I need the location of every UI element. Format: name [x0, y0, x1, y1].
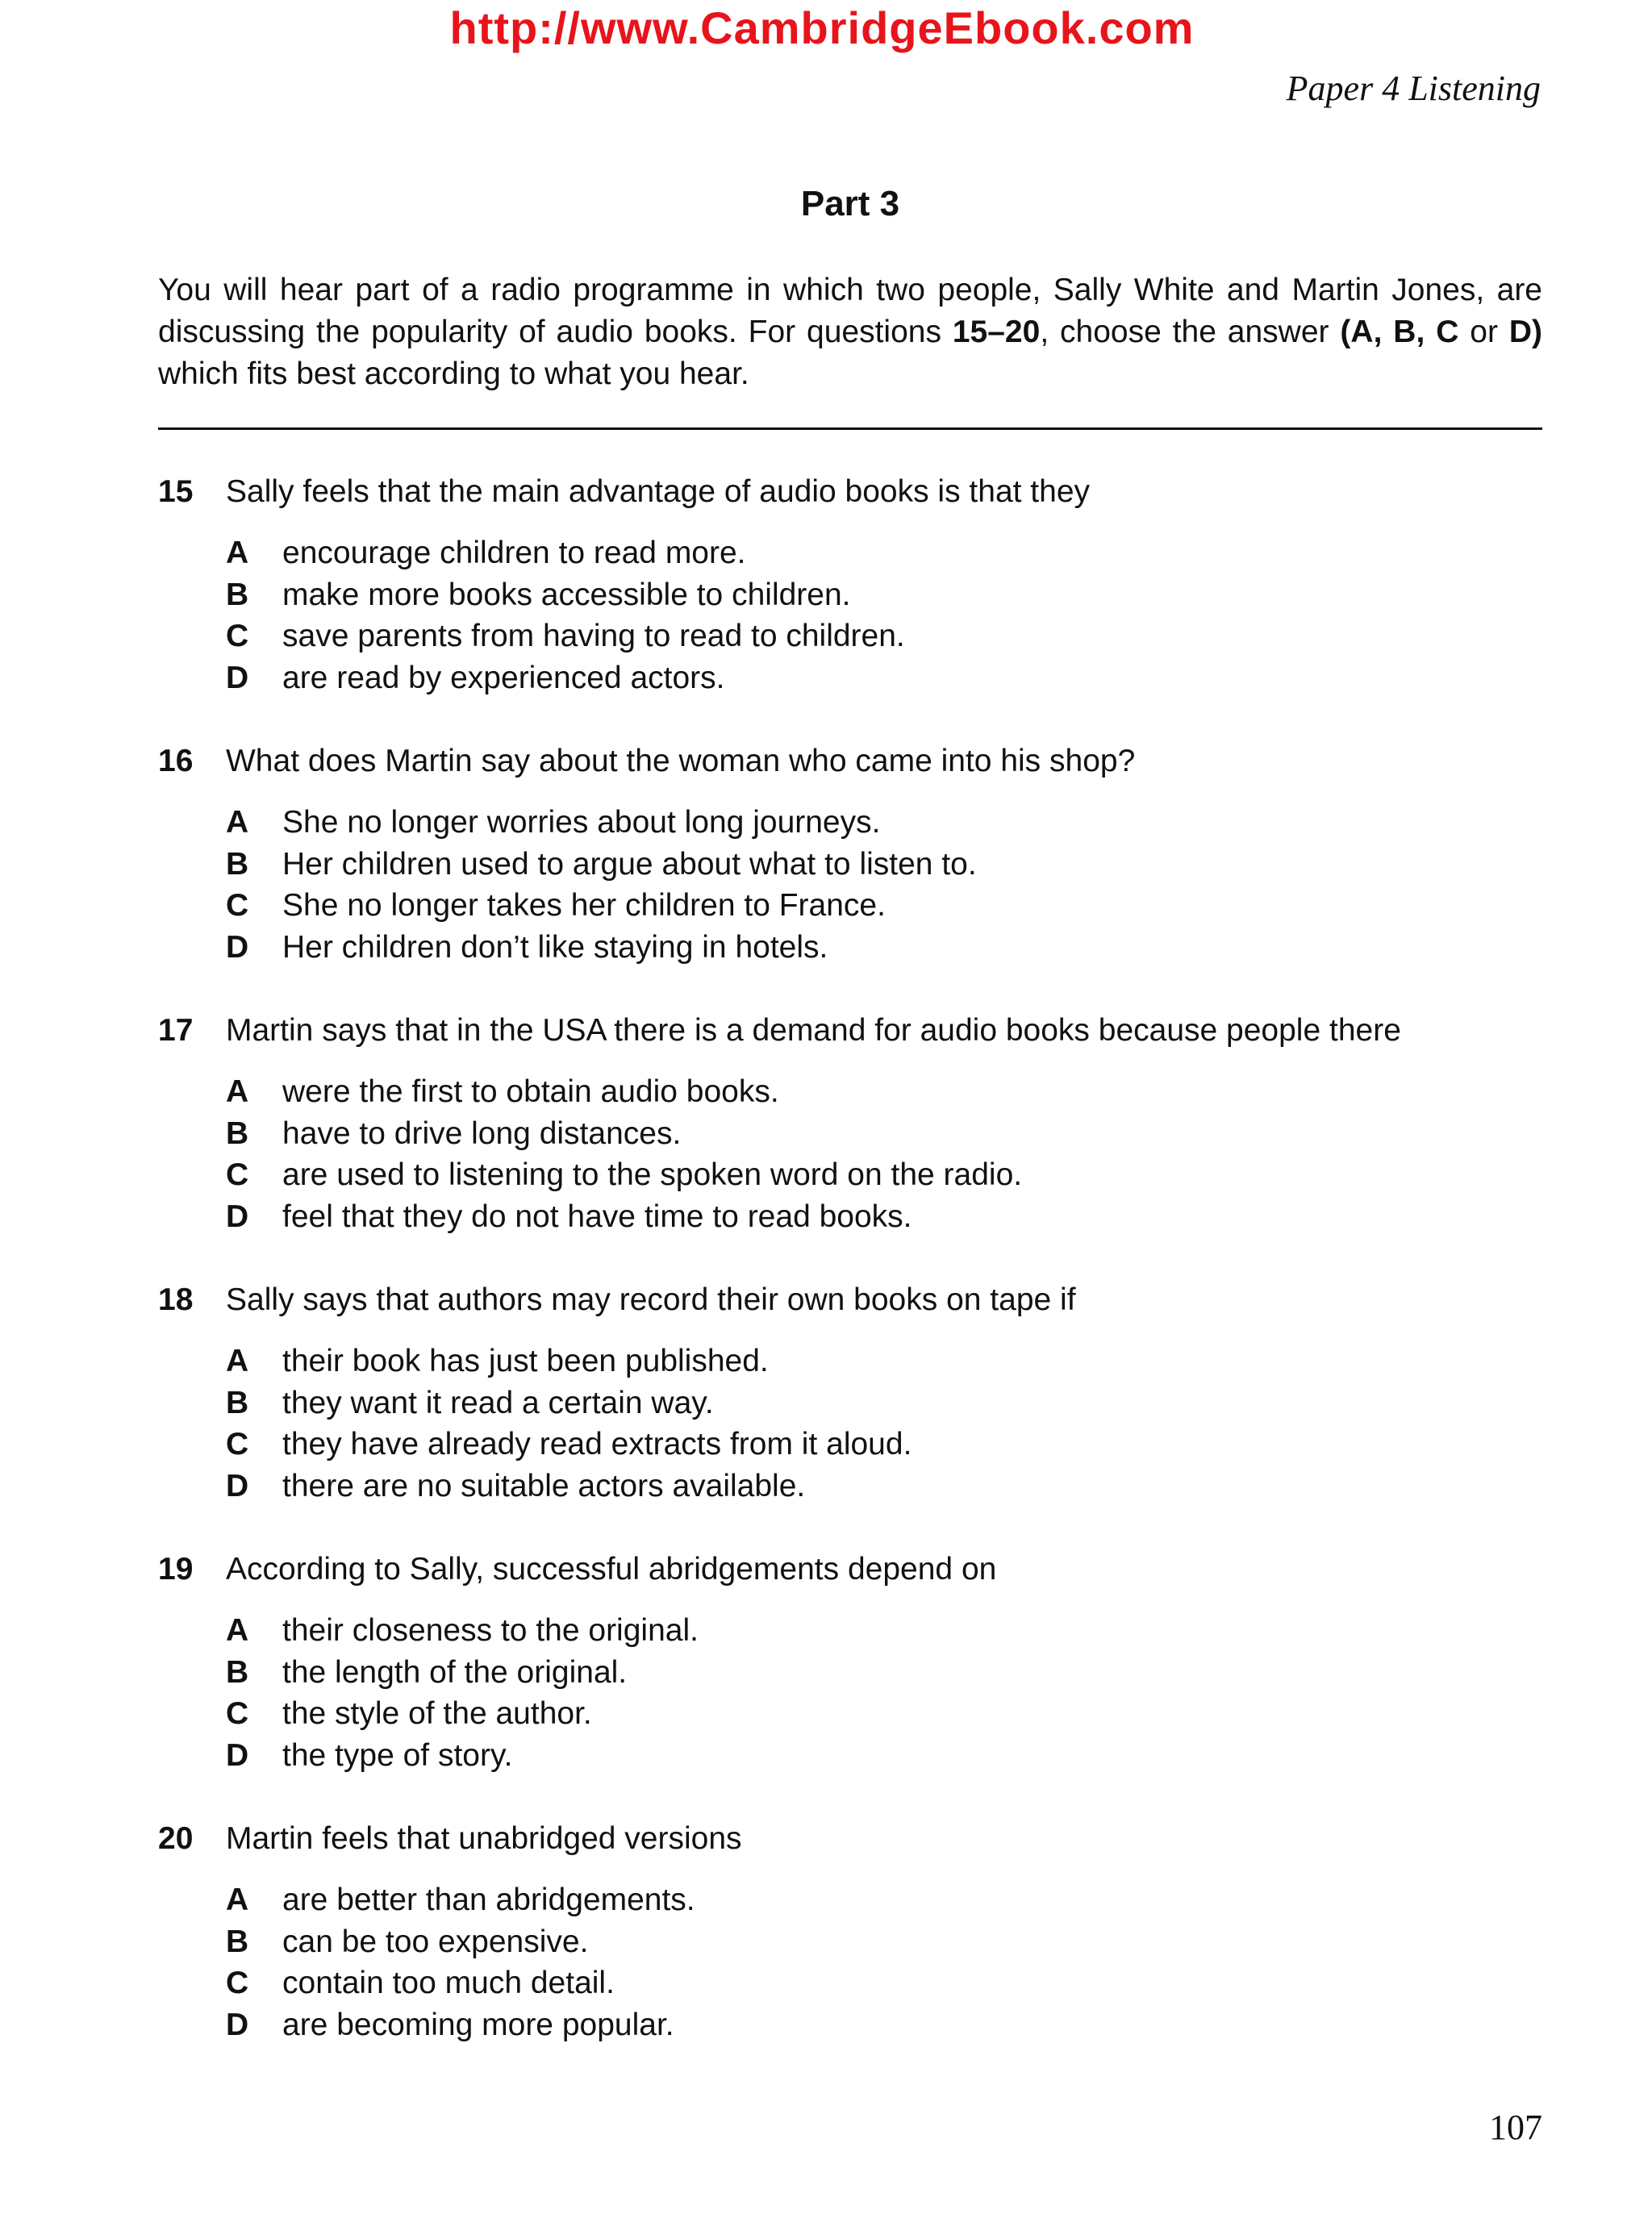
option-b	[226, 1382, 912, 1424]
option-letter: B	[226, 846, 249, 882]
option-letter: B	[226, 1924, 249, 1959]
option-text: contain too much detail.	[282, 1966, 615, 2000]
option-d	[226, 927, 977, 969]
page-number: 107	[1489, 2108, 1542, 2147]
option-text: they have already read extracts from it aloud.	[282, 1427, 912, 1462]
option-list	[226, 532, 905, 698]
option-letter: D	[226, 929, 249, 965]
option-text: make more books accessible to children.	[282, 577, 851, 612]
option-c	[226, 1424, 912, 1466]
question-17	[158, 1010, 1546, 1279]
question-number: 15	[158, 474, 194, 509]
question-16	[158, 740, 1546, 1010]
option-d	[226, 1466, 912, 1507]
option-c	[226, 885, 977, 927]
part-title: Part 3	[800, 184, 900, 223]
option-letter: D	[226, 660, 249, 695]
option-a	[226, 1071, 1022, 1113]
question-list	[158, 471, 1546, 2087]
option-text: Her children used to argue about what to listen to.	[282, 846, 977, 882]
option-letter: B	[226, 1115, 249, 1151]
option-letter: A	[226, 1883, 249, 1917]
question-stem	[158, 471, 1090, 513]
question-text: Sally feels that the main advantage of audio books is that they	[226, 474, 1091, 509]
option-letter: D	[226, 1737, 249, 1773]
instructions-text-2: , choose the answer	[1040, 315, 1341, 349]
option-a	[226, 802, 977, 844]
option-letter: A	[226, 1074, 249, 1109]
option-b	[226, 1921, 695, 1963]
option-c	[226, 1154, 1022, 1196]
question-15	[158, 471, 1546, 740]
option-letter: C	[226, 1966, 249, 2000]
option-text: are better than abridgements.	[282, 1883, 695, 1917]
option-text: are becoming more popular.	[282, 2007, 674, 2042]
option-text: the length of the original.	[282, 1654, 628, 1690]
question-stem	[158, 740, 1135, 782]
question-text: Martin feels that unabridged versions	[226, 1821, 742, 1856]
option-letter: C	[226, 619, 249, 653]
option-text: She no longer takes her children to France.	[282, 888, 886, 923]
option-list	[226, 1071, 1022, 1237]
question-stem	[158, 1818, 742, 1860]
option-text: there are no suitable actors available.	[282, 1468, 806, 1503]
option-letter: C	[226, 888, 249, 923]
option-letter: B	[226, 1654, 249, 1690]
instructions-text-3: or	[1458, 315, 1509, 349]
question-stem	[158, 1279, 1076, 1321]
option-b	[226, 844, 977, 886]
option-a	[226, 532, 905, 574]
instructions-text-4: which fits best according to what you hear.	[158, 357, 749, 391]
option-d	[226, 1735, 699, 1777]
option-d	[226, 1196, 1022, 1238]
question-19	[158, 1549, 1546, 1818]
option-letter: A	[226, 1344, 249, 1378]
option-text: Her children don’t like staying in hotels.	[282, 929, 828, 965]
option-text: they want it read a certain way.	[282, 1385, 714, 1420]
option-list	[226, 1341, 912, 1507]
question-text: According to Sally, successful abridgements depend on	[226, 1552, 997, 1587]
option-text: save parents from having to read to children.	[282, 619, 905, 653]
option-letter: B	[226, 1385, 249, 1420]
question-text: Martin says that in the USA there is a demand for audio books because people there	[226, 1013, 1401, 1048]
option-c	[226, 1693, 699, 1735]
option-c	[226, 1962, 695, 2004]
option-text: their closeness to the original.	[282, 1613, 699, 1648]
question-stem	[158, 1010, 1401, 1052]
option-c	[226, 615, 905, 657]
instructions	[158, 269, 1542, 395]
option-text: the type of story.	[282, 1737, 513, 1773]
question-text: What does Martin say about the woman who came into his shop?	[226, 744, 1136, 778]
option-a	[226, 1341, 912, 1382]
option-text: are read by experienced actors.	[282, 660, 725, 695]
option-a	[226, 1610, 699, 1652]
option-b	[226, 1652, 699, 1694]
option-text: have to drive long distances.	[282, 1115, 682, 1151]
option-list	[226, 802, 977, 968]
question-18	[158, 1279, 1546, 1549]
question-number: 19	[158, 1552, 194, 1587]
option-a	[226, 1879, 695, 1921]
instructions-text-1: You will hear part of a radio programme in which two people, Sally White and Martin Jones, are discussing the popularity of audio books. For questions	[158, 273, 1542, 349]
option-text: can be too expensive.	[282, 1924, 589, 1959]
option-letter: A	[226, 805, 249, 840]
option-letter: C	[226, 1157, 249, 1192]
option-b	[226, 574, 905, 616]
option-d	[226, 657, 905, 699]
watermark-url: http://www.CambridgeEbook.com	[449, 2, 1195, 53]
option-list	[226, 1879, 695, 2045]
option-text: feel that they do not have time to read books.	[282, 1199, 912, 1234]
option-letter: C	[226, 1427, 249, 1462]
option-letter: D	[226, 2007, 249, 2042]
question-number: 17	[158, 1013, 194, 1048]
option-text: are used to listening to the spoken word on the radio.	[282, 1157, 1023, 1192]
option-letter: D	[226, 1468, 249, 1503]
option-text: the style of the author.	[282, 1696, 592, 1731]
question-number: 16	[158, 744, 194, 778]
option-letter: B	[226, 577, 249, 612]
instructions-letters: (A, B, C	[1340, 315, 1459, 349]
question-20	[158, 1818, 1546, 2087]
question-text: Sally says that authors may record their own books on tape if	[226, 1282, 1076, 1317]
question-stem	[158, 1549, 996, 1591]
option-list	[226, 1610, 699, 1776]
option-letter: A	[226, 1613, 249, 1648]
option-text: She no longer worries about long journeys.	[282, 805, 881, 840]
option-b	[226, 1113, 1022, 1155]
instructions-range: 15–20	[952, 315, 1041, 349]
option-text: their book has just been published.	[282, 1344, 769, 1378]
option-d	[226, 2004, 695, 2046]
option-letter: A	[226, 536, 249, 570]
option-letter: D	[226, 1199, 249, 1234]
option-text: encourage children to read more.	[282, 536, 746, 570]
question-number: 20	[158, 1821, 194, 1856]
option-letter: C	[226, 1696, 249, 1731]
instructions-last-letter: D)	[1508, 315, 1542, 349]
question-number: 18	[158, 1282, 194, 1317]
horizontal-rule	[158, 427, 1542, 430]
running-head: Paper 4 Listening	[1286, 69, 1541, 108]
option-text: were the first to obtain audio books.	[282, 1074, 779, 1109]
